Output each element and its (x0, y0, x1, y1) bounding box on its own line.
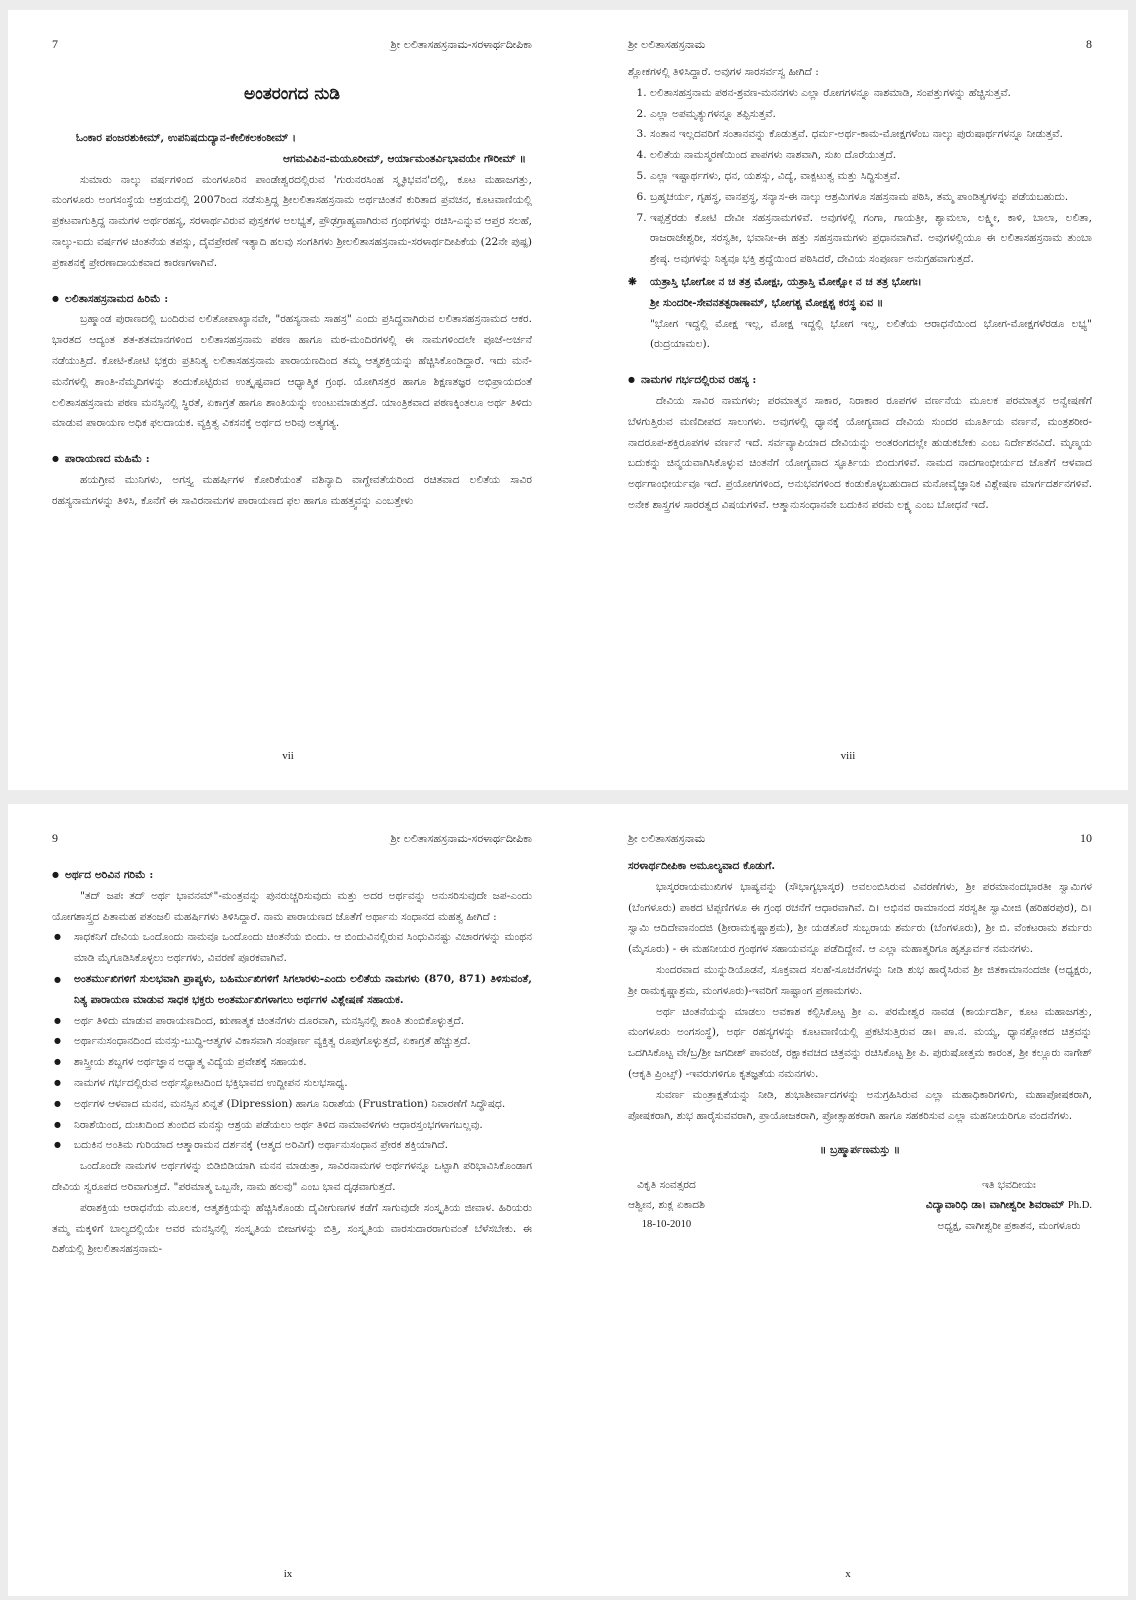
running-header (52, 34, 532, 52)
list-item: 7. ಇಪ್ಪತ್ತೆರಡು ಕೋಟಿ ದೇವೀ ಸಹಸ್ರನಾಮಗಳಿವೆ. ಅವುಗಳಲ್ಲಿ ಗಂಗಾ, ಗಾಯತ್ರೀ, ಶ್ಯಾಮಲಾ, ಲಕ್ಷ್ಮೀ, ಕಾಳಿ, ಬಾಲಾ, ಲಲಿತಾ, ರಾಜರಾಜೇಶ್ವರೀ, ಸರಸ್ವತೀ, ಭವಾನೀ-ಈ ಹತ್ತು ಸಹಸ್ರನಾಮಗಳು ಪ್ರಧಾನವಾಗಿವೆ. ಅವುಗಳಲ್ಲಿಯೂ ಈ ಲಲಿತಾಸಹಸ್ರನಾಮ ತುಂಬಾ ಶ್ರೇಷ್ಠ. ಅವುಗಳನ್ನು ನಿತ್ಯವೂ ಭಕ್ತಿ ಶ್ರದ್ಧೆಯಿಂದ ಪಠಿಸಿದರೆ, ದೇವಿಯ ಸಂಪೂರ್ಣ ಅನುಗ್ರಹವಾಗುತ್ತದೆ. (650, 208, 1092, 270)
date-line: ಆಶ್ವೀನ, ಶುಕ್ಲ ಏಕಾದಶಿ (628, 1199, 705, 1212)
running-header (628, 34, 1092, 52)
page-9 (8, 804, 568, 1596)
closing-line: ॥ ಬ್ರಹ್ಮಾರ್ಪಣಮಸ್ತು ॥ (819, 1144, 901, 1157)
verse-line: ಆಗಮವಿಪಿನ-ಮಯೂರೀಮ್, ಆರ್ಯಾಮಂತರ್ವಿಭಾವಯೇ ಗೌರೀಮ್ ॥ (283, 152, 526, 165)
list-item: 6. ಬ್ರಹ್ಮಚರ್ಯ, ಗೃಹಸ್ಥ, ವಾನಪ್ರಸ್ಥ, ಸನ್ಯಾಸ-ಈ ನಾಲ್ಕು ಆಶ್ರಮಿಗಳೂ ಸಹಸ್ರನಾಮ ಪಠಿಸಿ, ತಮ್ಮ ಪಾಂಡಿತ್ಯಗಳನ್ನು ಪಡೆಯಬಹುದು. (650, 187, 1092, 208)
section-title: ಅಂತರಂಗದ ನುಡಿ (244, 84, 340, 104)
page-7 (8, 10, 568, 790)
paragraph: ಬ್ರಹ್ಮಾಂಡ ಪುರಾಣದಲ್ಲಿ ಬಂದಿರುವ ಲಲಿತೋಪಾಖ್ಯಾನವೇ, "ರಹಸ್ಯನಾಮ ಸಾಹಸ್ರ" ಎಂದು ಪ್ರಸಿದ್ಧವಾಗಿರುವ ಲಲಿತಾಸಹಸ್ರನಾಮದ ಆಕರ. ಭಾರತದ ಆದ್ಯಂತ ಶತ-ಶತಮಾನಗಳಿಂದ ಲಲಿತಾಸಹಸ್ರನಾಮ ಪಠಣ ಹಾಗೂ ಮಠ-ಮಂದಿರಗಳಲ್ಲಿ ಈ ನಾಮಗಳಿಂದಲೇ ಪೂಜೆ-ಅರ್ಚನೆ ನಡೆಯುತ್ತಿದೆ. ಕೋಟಿ-ಕೋಟಿ ಭಕ್ತರು ಪ್ರತಿನಿತ್ಯ ಲಲಿತಾಸಹಸ್ರನಾಮ ಪಾರಾಯಣದಿಂದ ತಮ್ಮ ಆತ್ಮಶಕ್ತಿಯನ್ನು ಹೆಚ್ಚಿಸಿಕೊಂಡಿದ್ದಾರೆ. ಇದು ಮನೆ-ಮನೆಗಳಲ್ಲಿ ಶಾಂತಿ-ನೆಮ್ಮದಿಗಳನ್ನು ತಂದುಕೊಟ್ಟಿರುವ ಉತ್ಕೃಷ್ಟವಾದ ಆಧ್ಯಾತ್ಮಿಕ ಗ್ರಂಥ. ಯೋಗಿಸತ್ತರ ಹಾಗೂ ಶಿಕ್ಷಣತಜ್ಞರ ಅಭಿಪ್ರಾಯದಂತೆ ಲಲಿತಾಸಹಸ್ರನಾಮ ಪಠಣ ಮನಸ್ಸಿನಲ್ಲಿ ಸ್ಥಿರತೆ, ಏಕಾಗ್ರತೆ ಹಾಗೂ ಶಾಂತಿಯನ್ನು ಉಂಟುಮಾಡುತ್ತದೆ. ಯಾಂತ್ರಿಕವಾದ ಪಠಣಕ್ಕಿಂತಲೂ ಅರ್ಥ ತಿಳಿದು ಮಾಡುವ ಪಾರಾಯಣ ಅಧಿಕ ಫಲದಾಯಕ. ವ್ಯಕ್ತಿತ್ವ ವಿಕಸನಕ್ಕೆ ಅರ್ಥದ ಅರಿವು ಅತ್ಯಗತ್ಯ. (52, 313, 532, 430)
paragraph: ಸುಮಾರು ನಾಲ್ಕು ವರ್ಷಗಳಿಂದ ಮಂಗಳೂರಿನ ಪಾಂಡೇಶ್ವರದಲ್ಲಿರುವ 'ಗುರುನರಸಿಂಹ ಸ್ಮೃತಿಭವನ'ದಲ್ಲಿ, ಕೂಟ ಮಹಾಜಗತ್ತು, ಮಂಗಳೂರು ಅಂಗಸಂಸ್ಥೆಯ ಆಶ್ರಯದಲ್ಲಿ 2007ರಿಂದ ನಡೆಸುತ್ತಿದ್ದ ಶ್ರೀಲಲಿತಾಸಹಸ್ರನಾಮ ಅರ್ಥಚಿಂತನೆ ಕುರಿತಾದ ಪ್ರವಚನ, ಕೂಟವಾಣಿಯಲ್ಲಿ ಪ್ರಕಟವಾಗುತ್ತಿದ್ದ ನಾಮಗಳ ಅರ್ಥರಹಸ್ಯ, ಸರಳಾರ್ಥವಿರುವ ಪುಸ್ತಕಗಳ ಅಲಭ್ಯತೆ, ಪ್ರೌಢಗ್ರಾಹ್ಯವಾಗಿರುವ ಗ್ರಂಥಗಳನ್ನು ರಚಿಸಿ-ಎನ್ನುವ ಆಪ್ತರ ಸಲಹೆ, ನಾಲ್ಕು-ಐದು ವರ್ಷಗಳ ಚಿಂತನೆಯ ತಪಸ್ಸು, ದೈವಪ್ರೇರಣೆ ಇತ್ಯಾದಿ ಹಲವು ಸಂಗತಿಗಳು ಶ್ರೀಲಲಿತಾಸಹಸ್ರನಾಮ-ಸರಳಾರ್ಥದೀಪಿಕೆಯ (22ನೇ ಪುಷ್ಪ) ಪ್ರಕಾಶನಕ್ಕೆ ಪ್ರೇರಣಾದಾಯಕವಾದ ಕಾರಣಗಳಾಗಿವೆ. (52, 173, 532, 269)
list-item: 1. ಲಲಿತಾಸಹಸ್ರನಾಮ ಪಠನ-ಶ್ರವಣ-ಮನನಗಳು ಎಲ್ಲಾ ರೋಗಗಳನ್ನೂ ನಾಶಮಾಡಿ, ಸಂಪತ್ತುಗಳನ್ನು ಹೆಚ್ಚಿಸುತ್ತವೆ. (650, 83, 1092, 104)
paragraph: ಪರಾಶಕ್ತಿಯ ಆರಾಧನೆಯ ಮೂಲಕ, ಆತ್ಮಶಕ್ತಿಯನ್ನು ಹೆಚ್ಚಿಸಿಕೊಂಡು ದೈವೀಗುಣಗಳ ಕಡೆಗೆ ಸಾಗುವುದೇ ಸಂಸ್ಕೃತಿಯ ಜೀವಾಳ. ಹಿರಿಯರು ತಮ್ಮ ಮಕ್ಕಳಿಗೆ ಬಾಲ್ಯದಲ್ಲಿಯೇ ಅವರ ಮನಸ್ಸಿನಲ್ಲಿ ಸಂಸ್ಕೃತಿಯ ಬೀಜಗಳನ್ನು ಬಿತ್ತಿ, ಸಂಸ್ಕೃತಿಯ ವಾರಸುದಾರರಾಗುವಂತೆ ಬೆಳೆಸಬೇಕು. ಈ ದಿಶೆಯಲ್ಲಿ ಶ್ರೀಲಲಿತಾಸಹಸ್ರನಾಮ- (52, 1201, 532, 1256)
page-number: 10 (1080, 831, 1092, 845)
paragraph: ದೇವಿಯ ಸಾವಿರ ನಾಮಗಳು; ಪರಮಾತ್ಮನ ಸಾಕಾರ, ನಿರಾಕಾರ ರೂಪಗಳ ವರ್ಣನೆಯ ಮೂಲಕ ಪರಮಾತ್ಮನ ಅನ್ವೇಷಣೆಗೆ ಬೆಳಗುತ್ತಿರುವ ಮಣಿದೀಪದ ಸಾಲುಗಳು. ಅವುಗಳಲ್ಲಿ ಧ್ಯಾನಕ್ಕೆ ಯೋಗ್ಯವಾದ ದೇವಿಯ ಸುಂದರ ಮೂರ್ತಿಯ ವರ್ಣನೆ, ಮಂತ್ರಶರೀರ-ನಾದರೂಪ-ಶಕ್ತಿರೂಪಗಳ ವರ್ಣನೆ ಇದೆ. ಸರ್ವವ್ಯಾಪಿಯಾದ ದೇವಿಯನ್ನು ಅಂತರಂಗದಲ್ಲೇ ಹುಡುಕಬೇಕು ಎಂಬ ನಿರ್ದೇಶನವಿದೆ. ಮೃಣ್ಮಯ ಬದುಕನ್ನು ಚಿನ್ಮಯವಾಗಿಸಿಕೊಳ್ಳುವ ಚಿಂತನೆಗೆ ಯೋಗ್ಯವಾದ ಸ್ಫೂರ್ತಿಯ ಬಿಂದುಗಳಿವೆ. ನಾಮದ ನಾದಗಾಂಭೀರ್ಯದ ಜೊತೆಗೆ ಆಳವಾದ ಅರ್ಥಗಾಂಭೀರ್ಯವೂ ಇದೆ. ಪ್ರಯೋಗಗಳಿಂದ, ಅನುಭವಗಳಿಂದ ಕಂಡುಕೊಳ್ಳಬಹುದಾದ ಮನೋವೈಜ್ಞಾನಿಕ ವಿಶ್ಲೇಷಣ ಮಾರ್ಗದರ್ಶನಗಳಿವೆ. ಅನೇಕ ಶಾಸ್ತ್ರಗಳ ಸಾರರತ್ನದ ವಿಷಯಗಳಿವೆ. ಆತ್ಮಾನುಸಂಧಾನವೇ ಬದುಕಿನ ಪರಮ ಲಕ್ಷ್ಯ ಎಂಬ ಬೋಧನೆ ಇದೆ. (628, 394, 1092, 511)
verse-gloss: "ಭೋಗ ಇದ್ದಲ್ಲಿ ಮೋಕ್ಷ ಇಲ್ಲ, ಮೋಕ್ಷ ಇದ್ದಲ್ಲಿ ಭೋಗ ಇಲ್ಲ, ಲಲಿತೆಯ ಆರಾಧನೆಯಿಂದ ಭೋಗ-ಮೋಕ್ಷಗಳೆರಡೂ ಲಭ್ಯ" (ರುದ್ರಯಾಮಲ). (650, 317, 1092, 351)
list-item: 4. ಲಲಿತೆಯ ನಾಮಸ್ಮರಣೆಯಿಂದ ಪಾಪಗಳು ನಾಶವಾಗಿ, ಸುಖ ದೊರೆಯುತ್ತದೆ. (650, 145, 1092, 166)
running-title: ಶ್ರೀ ಲಲಿತಾಸಹಸ್ರನಾಮ (628, 38, 706, 51)
date-line: ವಿಕೃತಿ ಸಂವತ್ಸರದ (637, 1179, 696, 1192)
page-folio: viii (840, 750, 856, 762)
author-line: ಇತಿ ಭವದೀಯಃ (982, 1179, 1036, 1192)
running-title: ಶ್ರೀ ಲಲಿತಾಸಹಸ್ರನಾಮ (628, 832, 706, 845)
paragraph: ಸುವರ್ಣ ಮಂತ್ರಾಕ್ಷತೆಯನ್ನು ನೀಡಿ, ಶುಭಾಶೀರ್ವಾದಗಳನ್ನು ಅನುಗ್ರಹಿಸಿರುವ ಎಲ್ಲಾ ಮಹಾಧಿಕಾರಿಗಳಿಗು, ಮಹಾಪೋಷಕರಾಗಿ, ಪೋಷಕರಾಗಿ, ಶುಭ ಹಾರೈಸುವವರಾಗಿ, ಪ್ರಾಯೋಜಕರಾಗಿ, ಪ್ರೋತ್ಸಾಹಕರಾಗಿ ಹಾಗೂ ಸಹಕರಿಸುವ ಎಲ್ಲಾ ಮಹನೀಯರಿಗೂ ವಂದನೆಗಳು. (628, 1088, 1092, 1122)
list-item: 5. ಎಲ್ಲಾ ಇಷ್ಟಾರ್ಥಗಳು, ಧನ, ಯಶಸ್ಸು, ವಿದ್ಯೆ, ವಾಕ್ಪಟುತ್ವ ಮತ್ತು ಸಿದ್ಧಿಸುತ್ತವೆ. (650, 166, 1092, 187)
page-folio: ix (283, 1568, 293, 1580)
paragraph: ಸುಂದರವಾದ ಮುನ್ನುಡಿಯೊಡನೆ, ಸೂಕ್ತವಾದ ಸಲಹೆ-ಸೂಚನೆಗಳನ್ನು ನೀಡಿ ಶುಭ ಹಾರೈಸಿರುವ ಶ್ರೀ ಜಿತಕಾಮಾನಂದಜೀ (ಅಧ್ಯಕ್ಷರು, ಶ್ರೀ ರಾಮಕೃಷ್ಣಾಶ್ರಮ, ಮಂಗಳೂರು)-ಇವರಿಗೆ ಸಾಷ್ಟಾಂಗ ಪ್ರಣಾಮಗಳು. (628, 963, 1092, 997)
list-item: ● ಅರ್ಥ ತಿಳಿದು ಮಾಡುವ ಪಾರಾಯಣದಿಂದ, ಋಣಾತ್ಮಕ ಚಿಂತನೆಗಳು ದೂರವಾಗಿ, ಮನಸ್ಸಿನಲ್ಲಿ ಶಾಂತಿ ತುಂಬಿಕೊಳ್ಳುತ್ತದೆ. (74, 1011, 532, 1032)
paragraph: ಹಯಗ್ರೀವ ಮುನಿಗಳು, ಅಗಸ್ತ್ಯ ಮಹರ್ಷಿಗಳ ಕೋರಿಕೆಯಂತೆ ವಶಿನ್ಯಾದಿ ವಾಗ್ದೇವತೆಯರಿಂದ ರಚಿತವಾದ ಲಲಿತೆಯ ಸಾವಿರ ರಹಸ್ಯನಾಮಗಳನ್ನು ತಿಳಿಸಿ, ಕೊನೆಗೆ ಈ ಸಾವಿರನಾಮಗಳ ಪಾರಾಯಣದ ಫಲ ಹಾಗೂ ಮಹತ್ತ್ವವನ್ನು ಎಂಬತ್ತೇಳು (52, 473, 532, 507)
page-folio: vii (282, 750, 294, 762)
author-block (926, 1175, 1092, 1236)
benefits-list (628, 83, 1092, 270)
date-line: 18-10-2010 (641, 1219, 692, 1231)
asterism-icon: ❋ (628, 275, 637, 288)
page-number: 7 (52, 37, 58, 51)
list-item: 2. ಎಲ್ಲಾ ಅಪಮೃತ್ಯುಗಳನ್ನೂ ತಪ್ಪಿಸುತ್ತವೆ. (650, 104, 1092, 125)
paragraph: ಒಂದೊಂದೇ ನಾಮಗಳ ಅರ್ಥಗಳನ್ನು ಬಿಡಿಬಿಡಿಯಾಗಿ ಮನನ ಮಾಡುತ್ತಾ, ಸಾವಿರನಾಮಗಳ ಅರ್ಥಗಳನ್ನೂ ಒಟ್ಟಾಗಿ ಪರಿಭಾವಿಸಿಕೊಂಡಾಗ ದೇವಿಯ ಸ್ವರೂಪದ ಅರಿವಾಗುತ್ತದೆ. "ಪರಮಾತ್ಮ ಒಬ್ಬನೇ, ನಾಮ ಹಲವು" ಎಂಬ ಭಾವ ದೃಢವಾಗುತ್ತದೆ. (52, 1160, 532, 1193)
author-degree: Ph.D. (1067, 1200, 1092, 1212)
sloka-block (628, 272, 1092, 355)
paragraph: ಭಾಸ್ಕರರಾಯಮುಖಿಗಳ ಭಾಷ್ಯವನ್ನು (ಸೌಭಾಗ್ಯಭಾಸ್ಕರ) ಅವಲಂಬಿಸಿರುವ ವಿವರಣೆಗಳು, ಶ್ರೀ ಪರಮಾನಂದಭಾರತೀ ಸ್ವಾಮಿಗಳ (ಬೆಂಗಳೂರು) ಪಾಠದ ಟಿಪ್ಪಣಿಗಳೂ ಈ ಗ್ರಂಥ ರಚನೆಗೆ ಆಧಾರವಾಗಿವೆ. ದಿ। ಅಭಿನವ ರಾಮಾನಂದ ಸರಸ್ವತೀ ಸ್ವಾಮೀಜಿ (ಹರಿಹರಪುರ), ದಿ। ಸ್ವಾಮಿ ಆದಿದೇವಾನಂದಜಿ (ಶ್ರೀರಾಮಕೃಷ್ಣಾಶ್ರಮ), ಶ್ರೀ ಯಡತೊರೆ ಸುಬ್ಬರಾಯ ಶರ್ಮರು (ಬೆಂಗಳೂರು), ಶ್ರೀ ಬಿ. ವೆಂಕಟರಾಮ ಶರ್ಮರು (ಮೈಸೂರು) - ಈ ಮಹನೀಯರ ಗ್ರಂಥಗಳ ಸಹಾಯವನ್ನೂ ಪಡೆದಿದ್ದೇನೆ. ಆ ಎಲ್ಲಾ ಮಹಾತ್ಮರಿಗೂ ಹೃತ್ಪೂರ್ವಕ ನಮನಗಳು. (628, 880, 1092, 956)
verse-line: ಶ್ರೀ ಸುಂದರೀ-ಸೇವನತತ್ಪರಾಣಾಮ್, ಭೋಗಶ್ಚ ಮೋಕ್ಷಶ್ಚ ಕರಸ್ಥ ಏವ ॥ (650, 296, 884, 309)
page-number: 8 (1086, 37, 1092, 51)
page-number: 9 (52, 831, 58, 845)
running-header (628, 828, 1092, 846)
paragraph: "ತದ್ ಜಪಃ ತದ್ ಅರ್ಥ ಭಾವನಮ್"-ಮಂತ್ರವನ್ನು ಪುನರುಚ್ಚರಿಸುವುದು ಮತ್ತು ಅದರ ಅರ್ಥವನ್ನು ಅನುಸರಿಸುವುದೇ ಜಪ-ಎಂದು ಯೋಗಶಾಸ್ತ್ರದ ಪಿತಾಮಹ ಪತಂಜಲಿ ಮಹರ್ಷಿಗಳು ತಿಳಿಸಿದ್ದಾರೆ. ನಾಮ ಪಾರಾಯಣದ ಜೊತೆಗೆ ಅರ್ಥಾನು ಸಂಧಾನದ ಮಹತ್ವ ಹೀಗಿದೆ : (52, 889, 532, 923)
running-header (52, 828, 532, 846)
date-block (628, 1175, 705, 1236)
spread-bottom (8, 804, 1128, 1596)
paragraph: ಅರ್ಥ ಚಿಂತನೆಯನ್ನು ಮಾಡಲು ಅವಕಾಶ ಕಲ್ಪಿಸಿಕೊಟ್ಟ ಶ್ರೀ ಎ. ಪರಮೇಶ್ವರ ನಾವಡ (ಕಾರ್ಯದರ್ಶಿ, ಕೂಟ ಮಹಾಜಗತ್ತು, ಮಂಗಳೂರು ಅಂಗಸಂಸ್ಥೆ), ಅರ್ಥ ರಹಸ್ಯಗಳನ್ನು ಕೂಟವಾಣಿಯಲ್ಲಿ ಪ್ರಕಟಿಸುತ್ತಿರುವ ಡಾ। ಪಾ.ನ. ಮಯ್ಯ, ಧ್ಯಾನಶ್ಲೋಕದ ಚಿತ್ರವನ್ನು ಒದಗಿಸಿಕೊಟ್ಟ ವೇ/ಬ್ರ/ಶ್ರೀ ಜಗದೀಶ್ ಪಾವಂಜೆ, ರಕ್ಷಾಕವಚದ ಚಿತ್ರವನ್ನು ರಚಿಸಿಕೊಟ್ಟ ಶ್ರೀ ಪಿ. ಪುರುಷೋತ್ತಮ ಕಾರಂತ, ಶ್ರೀ ಕಲ್ಲೂರು ನಾಗೇಶ್ (ಆಕೃತಿ ಪ್ರಿಂಟ್ಸ್) -ಇವರುಗಳಿಗೂ ಕೃತಜ್ಞತೆಯ ನಮನಗಳು. (628, 1005, 1092, 1080)
author-name: ವಿದ್ಯಾವಾರಿಧಿ ಡಾ। ವಾಗೀಶ್ವರೀ ಶಿವರಾಮ್ (925, 1199, 1065, 1212)
page-10 (568, 804, 1128, 1596)
verse-line: ಯತ್ರಾಸ್ತಿ ಭೋಗೋ ನ ಚ ತತ್ರ ಮೋಕ್ಷಃ, ಯತ್ರಾಸ್ತಿ ಮೋಕ್ಷೋ ನ ಚ ತತ್ರ ಭೋಗಃ। (650, 275, 922, 288)
bullet-list (52, 927, 532, 1156)
list-item: ● ನಾಮಗಳ ಗರ್ಭದಲ್ಲಿರುವ ಅರ್ಥಸ್ಫೋಟದಿಂದ ಭಕ್ತಿಭಾವದ ಉದ್ದೀಪನ ಸುಲಭಸಾಧ್ಯ. (74, 1073, 532, 1094)
list-item: ● ಬದುಕಿನ ಅಂತಿಮ ಗುರಿಯಾದ ಆತ್ಮಾರಾಮನ ದರ್ಶನಕ್ಕೆ (ಆತ್ಮದ ಅರಿವಿಗೆ) ಅರ್ಥಾನುಸಂಧಾನ ಪ್ರೇರಕ ಶಕ್ತಿಯಾಗಿದೆ. (74, 1135, 532, 1156)
running-title: ಶ್ರೀ ಲಲಿತಾಸಹಸ್ರನಾಮ-ಸರಳಾರ್ಥದೀಪಿಕಾ (390, 832, 532, 845)
page-8 (568, 10, 1128, 790)
section-heading: ● ಅರ್ಥದ ಅರಿವಿನ ಗರಿಮೆ : (52, 864, 532, 886)
author-line: ಅಧ್ಯಕ್ಷ, ವಾಗೀಶ್ವರೀ ಪ್ರಕಾಶನ, ಮಂಗಳೂರು (937, 1220, 1081, 1233)
section-heading: ● ನಾಮಗಳ ಗರ್ಭದಲ್ಲಿರುವ ರಹಸ್ಯ : (628, 369, 1092, 391)
list-item: ● ನಿರಾಶೆಯಿಂದ, ದುಃಖದಿಂದ ತುಂಬಿದ ಮನಸ್ಸು ಆಶ್ರಯ ಪಡೆಯಲು ಅರ್ಥ ತಿಳಿದ ನಾಮಾವಳಿಗಳು ಆಧಾರಸ್ತಂಭಗಳಾಗಬಲ್ಲವು. (74, 1115, 532, 1136)
verse-line: ಓಂಕಾರ ಪಂಜರಶುಕೀಮ್, ಉಪನಿಷದುದ್ಯಾನ-ಕೇಲಿಕಲಕಂಠೀಮ್ । (76, 132, 297, 144)
section-heading: ● ಪಾರಾಯಣದ ಮಹಿಮೆ : (52, 448, 532, 470)
list-item: ● ಅರ್ಥಗಳ ಆಳವಾದ ಮನನ, ಮನಸ್ಸಿನ ಖಿನ್ನತೆ (Dipression) ಹಾಗೂ ನಿರಾಶೆಯ (Frustration) ನಿವಾರಣೆಗೆ ಸಿದ್ಧೌಷಧ. (74, 1094, 532, 1115)
list-item: ● ಶಾಸ್ತ್ರೀಯ ಶಬ್ದಗಳ ಅರ್ಥಜ್ಞಾನ ಅಧ್ಯಾತ್ಮ ವಿದ್ಯೆಯ ಪ್ರವೇಶಕ್ಕೆ ಸಹಾಯಕ. (74, 1052, 532, 1073)
paragraph: ಸರಳಾರ್ಥದೀಪಿಕಾ ಅಮೂಲ್ಯವಾದ ಕೊಡುಗೆ. (628, 860, 776, 872)
running-title: ಶ್ರೀ ಲಲಿತಾಸಹಸ್ರನಾಮ-ಸರಳಾರ್ಥದೀಪಿಕಾ (390, 38, 532, 51)
signature-block (628, 1175, 1092, 1236)
spread-top (8, 10, 1128, 790)
list-item: ● ಸಾಧಕನಿಗೆ ದೇವಿಯ ಒಂದೊಂದು ನಾಮವೂ ಒಂದೊಂದು ಚಿಂತನೆಯ ಬಿಂದು. ಆ ಬಿಂದುವಿನಲ್ಲಿರುವ ಸಿಂಧುವಿನಷ್ಟು ವಿಚಾರಗಳನ್ನು ಮಂಥನ ಮಾಡಿ ಮೈಗೂಡಿಸಿಕೊಳ್ಳಲು ಅರ್ಥಗಳು, ವಿವರಣೆ ಪೂರಕವಾಗಿವೆ. (74, 927, 532, 969)
paragraph: ಶ್ಲೋಕಗಳಲ್ಲಿ ತಿಳಿಸಿದ್ದಾರೆ. ಅವುಗಳ ಸಾರಸರ್ವಸ್ವ ಹೀಗಿದೆ : (628, 66, 819, 78)
list-item: ● ಅರ್ಥಾನುಸಂಧಾನದಿಂದ ಮನಸ್ಸು-ಬುದ್ಧಿ-ಆತ್ಮಗಳ ವಿಕಾಸವಾಗಿ ಸಂಪೂರ್ಣ ವ್ಯಕ್ತಿತ್ವ ರೂಪುಗೊಳ್ಳುತ್ತದೆ, ಏಕಾಗ್ರತೆ ಹೆಚ್ಚುತ್ತದೆ. (74, 1031, 532, 1052)
section-heading: ● ಲಲಿತಾಸಹಸ್ರನಾಮದ ಹಿರಿಮೆ : (52, 288, 532, 310)
page-folio: x (845, 1568, 851, 1580)
list-item: ● ಅಂತರ್ಮುಖಿಗಳಿಗೆ ಸುಲಭವಾಗಿ ಪ್ರಾಪ್ಯಳು, ಬಹಿರ್ಮುಖಿಗಳಿಗೆ ಸಿಗಲಾರಳು-ಎಂದು ಲಲಿತೆಯ ನಾಮಗಳು (870, 871) ತಿಳಿಸುವಂತೆ, ನಿತ್ಯ ಪಾರಾಯಣ ಮಾಡುವ ಸಾಧಕ ಭಕ್ತರು ಅಂತರ್ಮುಖಿಗಳಾಗಲು ಅರ್ಥಗಳ ವಿಶ್ಲೇಷಣೆ ಸಹಾಯಕ. (74, 969, 532, 1011)
list-item: 3. ಸಂತಾನ ಇಲ್ಲದವರಿಗೆ ಸಂತಾನವನ್ನು ಕೊಡುತ್ತವೆ. ಧರ್ಮ-ಅರ್ಥ-ಕಾಮ-ಮೋಕ್ಷಗಳೆಂಬ ನಾಲ್ಕು ಪುರುಷಾರ್ಥಗಳನ್ನೂ ನೀಡುತ್ತವೆ. (650, 124, 1092, 145)
